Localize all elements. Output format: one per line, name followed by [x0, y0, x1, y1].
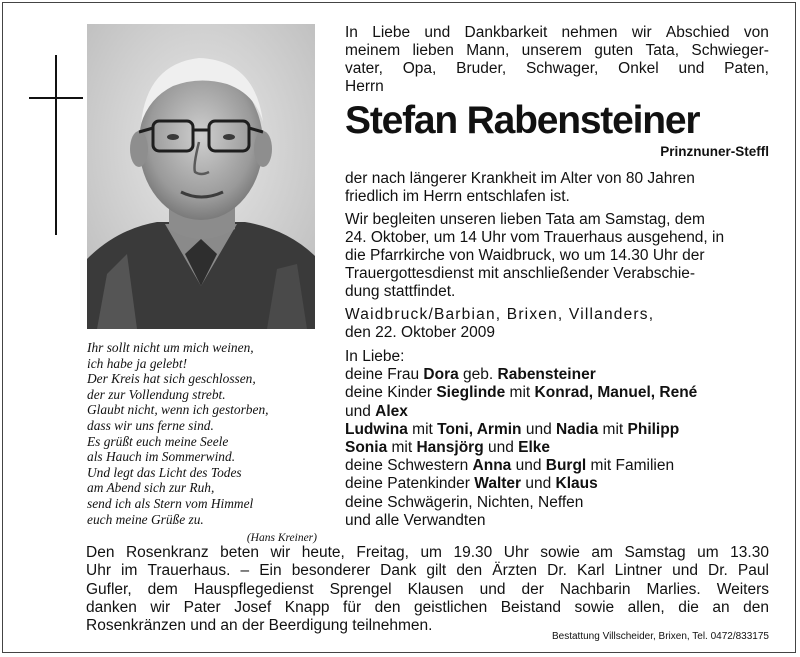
word: unserem [521, 42, 582, 59]
intro-line [345, 60, 769, 78]
family-heading: In Liebe: [345, 348, 405, 365]
funeral-home-credit: Bestattung Villscheider, Brixen, Tel. 0472/833175 [551, 631, 769, 642]
word: geistlichen [413, 598, 488, 616]
word: Gufler, [86, 580, 132, 598]
word: – [240, 562, 250, 580]
word: der [521, 580, 544, 598]
word: Abschied [665, 24, 730, 41]
word: Liebe [372, 24, 411, 41]
funeral-paragraph [345, 211, 769, 301]
poem-line: Glaubt nicht, wenn ich gestorben, [87, 402, 269, 418]
word: um [420, 544, 442, 561]
death-line: der nach längerer Krankheit im Alter von 80 Jahren [345, 170, 695, 187]
word: Ein [259, 562, 282, 580]
death-paragraph [345, 170, 769, 206]
word: Freitag, [356, 544, 409, 561]
word: Klausen [407, 580, 464, 598]
closing-paragraph [86, 544, 769, 635]
poem-line: als Hauch im Sommerwind. [87, 449, 236, 465]
deceased-nickname: Prinznuner-Steffl [660, 144, 769, 159]
family-list [345, 348, 769, 530]
intro-line: Herrn [345, 78, 384, 95]
place-line: Waidbruck/Barbian, Brixen, Villanders, [345, 306, 655, 323]
funeral-line: dung stattfindet. [345, 283, 456, 300]
word: allen, [627, 598, 665, 616]
family-row: deine Patenkinder Walter und Klaus [345, 475, 598, 493]
word: Sprengel [329, 580, 392, 598]
word: Uhr [86, 562, 111, 580]
word: gilt [426, 562, 447, 580]
word: den [743, 598, 769, 616]
word: Rosenkranz [125, 544, 209, 561]
closing-line [86, 562, 769, 580]
poem [87, 340, 317, 547]
family-row: Sonia mit Hansjörg und Elke [345, 439, 551, 457]
word: Mann, [466, 42, 510, 59]
word: und [672, 562, 698, 580]
poem-line: am Abend sich zur Ruh, [87, 480, 215, 496]
funeral-line: Trauergottesdienst mit anschließender Verabschie- [345, 265, 696, 282]
word: Knapp [284, 598, 330, 616]
closing-line: Rosenkränzen und an der Beerdigung teilnehmen. [86, 617, 433, 635]
closing-line [86, 544, 769, 562]
word: die [678, 598, 699, 616]
word: Ärzten [492, 562, 538, 580]
word: Uhr [503, 544, 529, 561]
word: Schwieger- [691, 42, 769, 59]
family-row: deine Schwägerin, Nichten, Neffen [345, 493, 584, 511]
word: im [121, 562, 138, 580]
word: Pater [183, 598, 221, 616]
poem-line: Der Kreis hat sich geschlossen, [87, 371, 256, 387]
poem-author: (Hans Kreiner) [246, 532, 317, 545]
word: an [712, 598, 730, 616]
word: Onkel [618, 60, 659, 77]
word: Weiters [716, 580, 769, 598]
word: und [678, 60, 705, 77]
intro-line [345, 42, 769, 60]
poem-line: send ich als Stern vom Himmel [87, 495, 254, 511]
funeral-line: Wir begleiten unseren lieben Tata am Samstag, dem [345, 211, 705, 228]
family-row: deine Kinder Sieglinde mit Konrad, Manuel, René [345, 384, 698, 402]
family-row: deine Schwestern Anna und Burgl mit Familien [345, 457, 675, 475]
word: Paul [737, 562, 769, 580]
word: Schwager, [525, 60, 599, 77]
word: Paten, [724, 60, 769, 77]
word: wir [270, 544, 291, 561]
poem-line: Es grüßt euch meine Seele [87, 433, 229, 449]
word: den [456, 562, 483, 580]
deceased-name: Stefan Rabensteiner [345, 99, 700, 142]
family-row: und Alex [345, 402, 408, 420]
word: In [345, 24, 358, 41]
word: meinem [345, 42, 401, 59]
family-row: und alle Verwandten [345, 511, 486, 529]
word: sowie [540, 544, 580, 561]
portrait-photo [87, 24, 315, 329]
word: Opa, [402, 60, 437, 77]
word: Bruder, [456, 60, 507, 77]
word: dem [147, 580, 178, 598]
word: beten [220, 544, 259, 561]
word: 19.30 [453, 544, 493, 561]
poem-line: Und legt das Licht des Todes [87, 464, 242, 480]
funeral-line: die Pfarrkirche von Waidbruck, wo um 14.30 Uhr der [345, 247, 705, 264]
word: guten [594, 42, 634, 59]
place-date [345, 306, 769, 342]
word: und [424, 24, 451, 41]
word: sowie [574, 598, 615, 616]
funeral-line: 24. Oktober, um 14 Uhr vom Trauerhaus ausgehend, in [345, 229, 725, 246]
word: Trauerhaus. [147, 562, 231, 580]
closing-line [86, 581, 769, 599]
intro-paragraph [345, 24, 769, 96]
closing-line [86, 599, 769, 617]
main-text-column [345, 24, 769, 530]
word: Dank [380, 562, 417, 580]
poem-line: dass wir uns ferne sind. [87, 417, 214, 433]
word: lieben [412, 42, 454, 59]
word: Tata, [645, 42, 680, 59]
cross-vertical-bar [55, 55, 57, 235]
word: Dankbarkeit [464, 24, 548, 41]
word: um [697, 544, 719, 561]
word: Josef [234, 598, 272, 616]
word: den [374, 598, 401, 616]
word: 13.30 [730, 544, 769, 561]
word: und [479, 580, 506, 598]
word: Nachbarin [559, 580, 631, 598]
word: Marlies. [646, 580, 701, 598]
word: Lintner [614, 562, 663, 580]
family-row: Ludwina mit Toni, Armin und Nadia mit Philipp [345, 420, 680, 438]
intro-line [345, 24, 769, 42]
word: von [743, 24, 769, 41]
word: Dr. [547, 562, 567, 580]
family-row: deine Frau Dora geb. Rabensteiner [345, 366, 596, 384]
word: nehmen [561, 24, 618, 41]
poem-line: Ihr sollt nicht um mich weinen, [87, 340, 254, 355]
cross-horizontal-bar [29, 97, 83, 99]
death-line: friedlich im Herrn entschlafen ist. [345, 188, 570, 205]
word: Beistand [500, 598, 562, 616]
date-line: den 22. Oktober 2009 [345, 324, 495, 341]
portrait-illustration [87, 24, 315, 329]
word: danken [86, 598, 137, 616]
poem-line: euch meine Grüße zu. [87, 511, 204, 527]
poem-line: der zur Vollendung strebt. [87, 386, 226, 402]
poem-line: ich habe ja gelebt! [87, 355, 188, 371]
word: am [591, 544, 613, 561]
word: Dr. [708, 562, 728, 580]
word: besonderer [291, 562, 371, 580]
word: Den [86, 544, 115, 561]
word: vater, [345, 60, 383, 77]
word: für [343, 598, 362, 616]
word: Karl [577, 562, 605, 580]
word: Hauspflegedienst [193, 580, 314, 598]
word: wir [631, 24, 652, 41]
word: heute, [301, 544, 345, 561]
word: Samstag [624, 544, 686, 561]
word: wir [150, 598, 171, 616]
